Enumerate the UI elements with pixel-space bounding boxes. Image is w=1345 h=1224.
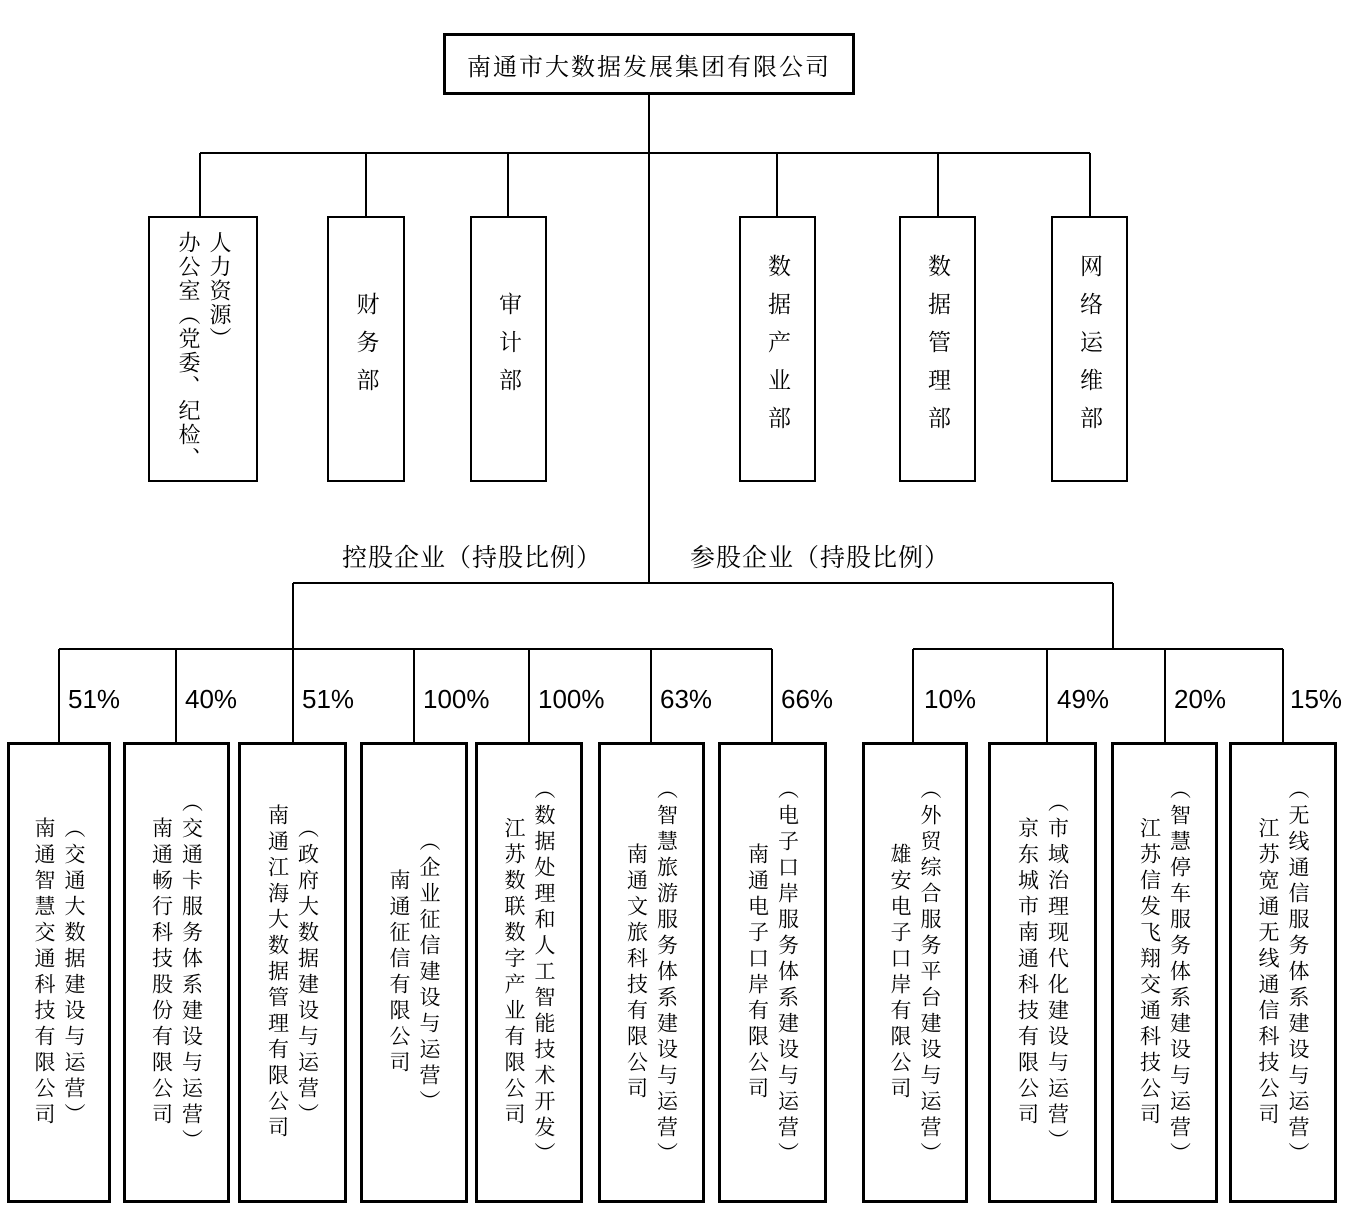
company-scope: （交通卡服务体系建设与运营） [179,790,204,1155]
company-name: 南通电子口岸有限公司 [745,842,770,1103]
company-name: 南通文旅科技有限公司 [624,842,649,1103]
root-company-box [443,33,855,95]
company-box [1229,742,1337,1203]
ownership-percent: 49% [1057,684,1110,714]
group-label-participating: 参股企业（持股比例） [690,543,951,572]
company-name: 南通江海大数据管理有限公司 [265,803,290,1142]
department-label: 数据产业部 [764,254,790,444]
group-label-holding: 控股企业（持股比例） [342,543,603,572]
ownership-percent: 63% [660,684,713,714]
root-company-name: 南通市大数据发展集团有限公司 [467,52,831,81]
department-label: 人力资源） [206,231,231,351]
company-box [598,742,705,1203]
company-name: 南通畅行科技股份有限公司 [149,816,174,1129]
company-scope: （无线通信服务体系建设与运营） [1286,777,1310,1168]
company-name: 南通智慧交通科技有限公司 [32,816,56,1129]
department-box-data-management [899,216,976,482]
ownership-percent: 66% [781,684,834,714]
ownership-percent: 100% [538,684,605,714]
department-label: 网络运维部 [1076,254,1102,444]
department-box-finance [327,216,405,482]
company-box [123,742,230,1203]
department-box-network-ops [1051,216,1128,482]
company-box [7,742,111,1203]
department-label: 审计部 [495,292,521,406]
ownership-percent: 100% [423,684,490,714]
ownership-percent: 51% [68,684,121,714]
department-box-data-industry [739,216,816,482]
company-name: 京东城市南通科技有限公司 [1015,816,1040,1129]
company-box [718,742,827,1203]
company-name: 江苏信发飞翔交通科技公司 [1137,816,1162,1129]
ownership-percent: 10% [924,684,977,714]
company-box [988,742,1097,1203]
company-box [360,742,468,1203]
ownership-percent: 15% [1290,684,1343,714]
company-scope: （数据处理和人工智能技术开发） [532,777,556,1168]
company-box [475,742,583,1203]
department-label: 数据管理部 [924,254,950,444]
department-label: 财务部 [352,292,379,406]
company-scope: （交通大数据建设与运营） [62,816,86,1129]
company-name: 雄安电子口岸有限公司 [888,842,912,1103]
ownership-percent: 40% [185,684,238,714]
company-scope: （政府大数据建设与运营） [295,816,320,1129]
company-box [238,742,347,1203]
company-name: 江苏宽通无线通信科技公司 [1256,816,1280,1129]
company-name: 江苏数联数字产业有限公司 [502,816,526,1129]
company-scope: （智慧旅游服务体系建设与运营） [654,777,679,1168]
ownership-percent: 20% [1174,684,1227,714]
department-box-office [148,216,258,482]
company-scope: （企业征信建设与运营） [417,829,441,1116]
company-scope: （市域治理现代化建设与运营） [1045,790,1070,1155]
company-scope: （智慧停车服务体系建设与运营） [1167,777,1192,1168]
department-box-audit [470,216,547,482]
company-scope: （外贸综合服务平台建设与运营） [918,777,942,1168]
company-box [1111,742,1218,1203]
company-scope: （电子口岸服务体系建设与运营） [775,777,800,1168]
company-name: 南通征信有限公司 [387,868,411,1077]
department-label: 办公室（党委、纪检、 [175,231,200,471]
company-box [862,742,968,1203]
ownership-percent: 51% [302,684,355,714]
